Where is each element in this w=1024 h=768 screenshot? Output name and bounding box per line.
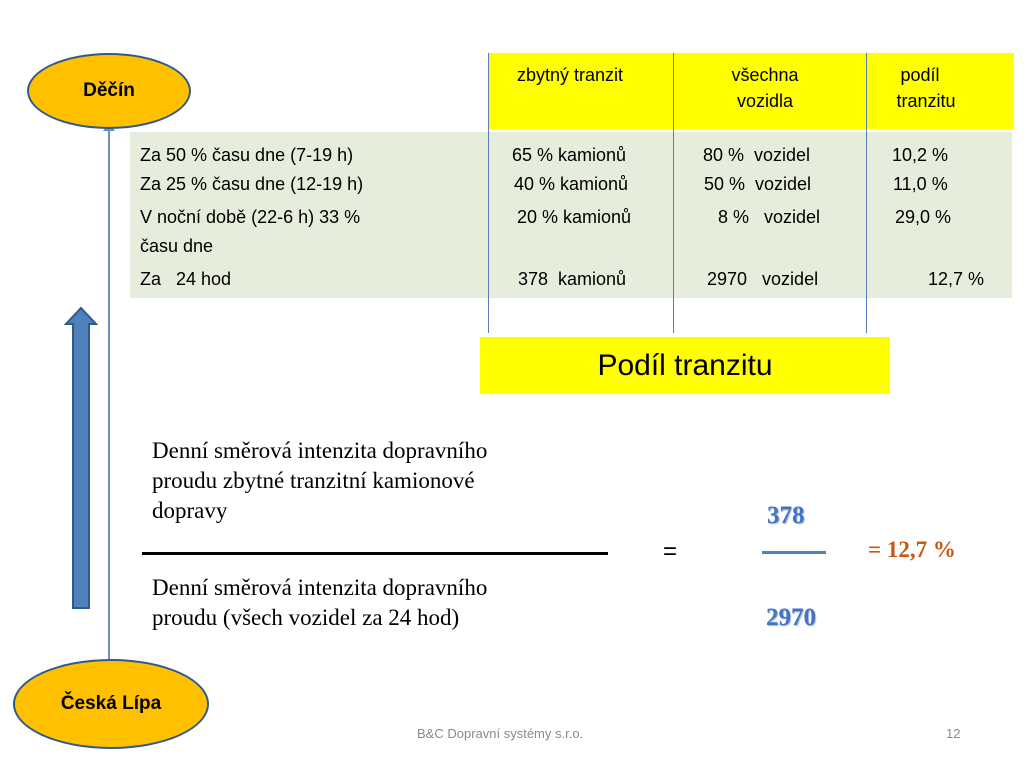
header-transit-share: podíl tranzitu xyxy=(896,65,956,111)
denominator-value: 2970 xyxy=(766,604,816,631)
table-row-label: V noční době (22-6 h) 33 % xyxy=(140,207,361,227)
header-transit: zbytný tranzit xyxy=(516,65,624,85)
table-row-label: Za 25 % času dne (12-19 h) xyxy=(140,174,364,194)
equals-sign: = xyxy=(663,538,678,565)
formula-numerator: Denní směrová intenzita dopravního proudu zbytné tranzitní kamionové dopravy xyxy=(152,438,488,523)
direction-arrow-icon xyxy=(64,306,98,612)
result-value: = 12,7 % xyxy=(868,537,956,562)
city-decin-label: Děčín xyxy=(83,80,135,101)
footer-company: B&C Dopravní systémy s.r.o. xyxy=(417,726,584,741)
value-fraction-bar xyxy=(762,551,826,554)
table-cell-transit: 40 % kamionů xyxy=(514,174,629,194)
table-cell-transit: 20 % kamionů xyxy=(517,207,632,227)
fraction-bar xyxy=(142,552,608,555)
table-divider xyxy=(673,53,674,333)
header-all-vehicles: všechna vozidla xyxy=(731,65,799,111)
table-cell-transit: 378 kamionů xyxy=(518,269,627,289)
city-ceska-lipa-label: Česká Lípa xyxy=(60,693,162,714)
table-cell-transit: 65 % kamionů xyxy=(512,145,627,165)
table-cell-share: 12,7 % xyxy=(928,269,985,289)
numerator-value: 378 xyxy=(767,502,805,529)
table-cell-share: 29,0 % xyxy=(895,207,952,227)
formula-denominator: Denní směrová intenzita dopravního proudu (všech vozidel za 24 hod) xyxy=(152,575,488,630)
table-row-label: času dne xyxy=(140,236,214,256)
slide-title: Podíl tranzitu xyxy=(480,337,890,394)
table-row-label: Za 24 hod xyxy=(140,269,232,289)
table-row-label: Za 50 % času dne (7-19 h) xyxy=(140,145,354,165)
table-cell-all: 2970 vozidel xyxy=(707,269,819,289)
table-cell-all: 80 % vozidel xyxy=(703,145,811,165)
page-number: 12 xyxy=(946,726,961,741)
table-cell-all: 50 % vozidel xyxy=(704,174,812,194)
table-cell-share: 10,2 % xyxy=(892,145,949,165)
table-divider xyxy=(866,53,867,333)
table-cell-all: 8 % vozidel xyxy=(718,207,821,227)
city-decin xyxy=(27,53,191,129)
table-cell-share: 11,0 % xyxy=(893,174,948,194)
route-line xyxy=(108,124,110,669)
city-ceska-lipa xyxy=(13,659,209,749)
table-divider xyxy=(488,53,489,333)
